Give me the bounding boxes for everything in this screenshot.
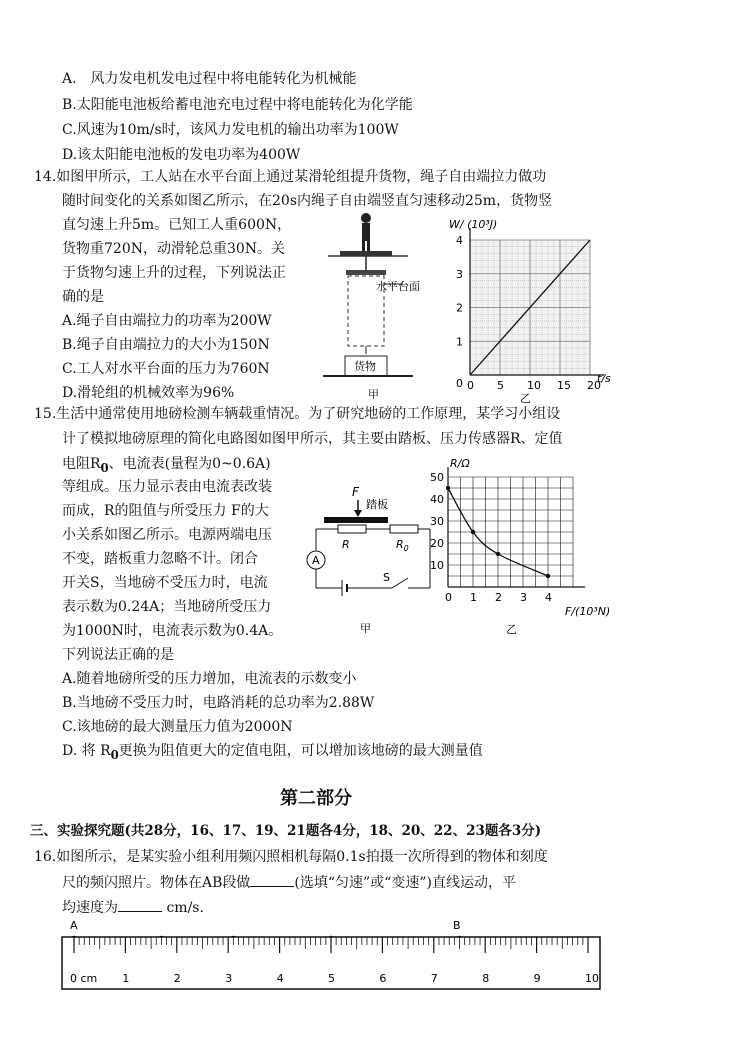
q15-option-c: C.该地磅的最大测量压力值为2000N: [62, 719, 293, 735]
ruler-label: 5: [328, 972, 335, 985]
q14-pulley-diagram: [318, 210, 438, 402]
y-tick-label: 0: [456, 377, 463, 390]
ruler-label: 6: [379, 972, 387, 985]
ruler-label: 4: [276, 972, 284, 985]
y-tick-label: 1: [456, 335, 463, 349]
data-point: [446, 486, 450, 490]
y-tick-label: 4: [456, 234, 463, 247]
ruler-label: 2: [173, 972, 181, 985]
q14-option-b: B.绳子自由端拉力的大小为150N: [62, 337, 270, 353]
x-tick-label: 5: [497, 379, 504, 392]
q16-stem-line3: 均速度为 cm/s.: [62, 897, 204, 917]
ruler-label: 1: [122, 972, 130, 985]
q15-stem-line3: 电阻$R_0$、电流表(量程为0~0.6A): [62, 456, 271, 475]
r0-label: $R_0$: [396, 538, 409, 553]
chart-axes: [448, 467, 585, 587]
pedal: [324, 517, 388, 523]
fig-yi-label: 乙: [506, 623, 517, 635]
fixed-pulley: [346, 270, 386, 275]
q14-stem-line5: 于货物匀速上升的过程，下列说法正: [62, 265, 286, 281]
x-tick-label: 4: [545, 591, 552, 604]
fig-yi-label: 乙: [520, 392, 531, 405]
x-tick-label: 3: [520, 591, 527, 604]
q15-stem-line9: 表示数为0.24A；当地磅所受压力: [62, 599, 272, 615]
ruler-label: 7: [430, 972, 438, 985]
q15-option-a: A.随着地磅所受的压力增加，电流表的示数变小: [62, 671, 357, 687]
fig-jia-label: 甲: [368, 388, 379, 401]
q15-option-d: D. 将 $R_0$更换为阻值更大的定值电阻，可以增加该地磅的最大测量值: [62, 743, 483, 762]
pedal-label: 踏板: [366, 498, 388, 511]
q14-option-c: C.工人对水平台面的压力为760N: [62, 361, 270, 377]
y-tick-label: 20: [430, 537, 444, 550]
q15-stem-line5: 而成，R的阻值与所受压力 F的大: [62, 503, 269, 519]
q15-circuit-diagram: [300, 480, 440, 640]
y-tick-label: 10: [430, 559, 444, 572]
q13-option-c: C.风速为10m/s时，该风力发电机的输出功率为100W: [62, 122, 399, 138]
q15-r-f-chart: [420, 455, 635, 635]
ammeter-label: A: [312, 554, 320, 567]
q13-option-b: B.太阳能电池板给蓄电池充电过程中将电能转化为化学能: [62, 97, 413, 113]
q16-stem-line2: 尺的频闪照片。物体在AB段做 (选填“匀速”或“变速”)直线运动，平: [62, 872, 516, 892]
resistor-r0: [390, 525, 418, 533]
q13-option-a: A. 风力发电机发电过程中将电能转化为机械能: [62, 71, 357, 87]
section3-heading: 三、实验探究题(共28分，16、17、19、21题各4分，18、20、22、23题各3分): [30, 823, 542, 839]
y-axis-label: R/Ω: [450, 457, 470, 470]
ruler-label: 3: [225, 972, 233, 985]
part2-title: 第二部分: [280, 788, 352, 809]
x-axis-label: F/(10³N): [565, 605, 611, 618]
worker-figure: [361, 213, 371, 251]
q14-option-a: A.绳子自由端拉力的功率为200W: [62, 313, 272, 329]
platform-label: 水平台面: [376, 280, 420, 293]
q14-stem-line2: 随时间变化的关系如图乙所示，在20s内绳子自由端竖直匀速移动25m，货物竖: [62, 193, 553, 209]
ruler-label: 0 cm: [70, 972, 98, 985]
x-tick-label: 10: [527, 379, 541, 392]
y-tick-label: 50: [430, 471, 444, 484]
answer-blank-1[interactable]: [250, 872, 294, 887]
fig-jia-label: 甲: [360, 622, 371, 635]
ruler-label: 9: [533, 972, 541, 985]
x-tick-label: 20: [587, 379, 601, 392]
q14-w-t-chart: [425, 210, 625, 410]
q15-option-b: B.当地磅不受压力时，电路消耗的总功率为2.88W: [62, 695, 375, 711]
q15-stem-line6: 小关系如图乙所示。电源两端电压: [62, 527, 272, 543]
point-a-label: A: [70, 919, 78, 932]
cargo-label: 货物: [354, 360, 376, 373]
answer-blank-2[interactable]: [118, 897, 162, 912]
data-point: [546, 574, 550, 578]
switch-label: S: [383, 571, 390, 584]
q15-stem-line2: 计了模拟地磅原理的简化电路图如图甲所示，其主要由踏板、压力传感器R、定值: [62, 431, 563, 447]
y-tick-label: 3: [456, 267, 463, 281]
y-tick-label: 40: [430, 493, 444, 506]
data-point: [496, 552, 500, 556]
data-point: [471, 530, 475, 534]
x-tick-label: 2: [495, 591, 502, 604]
q16-stem-line1: 16.如图所示，是某实验小组利用频闪照相机每隔0.1s拍摄一次所得到的物体和刻度: [34, 849, 548, 865]
x-axis-label: t/s: [597, 372, 611, 385]
sensor-r: [338, 525, 366, 533]
q14-stem-line6: 确的是: [62, 289, 104, 305]
q15-stem-line7: 不变，踏板重力忽略不计。闭合: [62, 551, 258, 567]
q14-stem-line4: 货物重720N，动滑轮总重30N。关: [62, 241, 286, 257]
x-tick-label: 15: [557, 379, 571, 392]
q14-stem-line3: 直匀速上升5m。已知工人重600N，: [62, 217, 292, 233]
q13-option-d: D.该太阳能电池板的发电功率为400W: [62, 147, 301, 163]
y-tick-label: 2: [456, 301, 463, 315]
q15-stem-line1: 15.生活中通常使用地磅检测车辆载重情况。为了研究地磅的工作原理，某学习小组设: [34, 406, 561, 422]
point-b-label: B: [453, 919, 461, 932]
force-label: F: [352, 485, 359, 499]
q16-ruler-figure: [60, 915, 605, 993]
q15-stem-line8: 开关S，当地磅不受压力时，电流: [62, 575, 268, 591]
q15-stem-line10: 为1000N时，电流表示数为0.4A。: [62, 623, 283, 639]
switch: [392, 578, 408, 588]
x-tick-label: 1: [470, 591, 477, 604]
x-tick-label: 0: [445, 591, 452, 604]
q15-stem-line4: 等组成。压力显示表由电流表改装: [62, 479, 272, 495]
chart-grid: [448, 477, 573, 587]
ruler-label: 10: [585, 972, 599, 985]
q15-stem-line11: 下列说法正确的是: [62, 647, 174, 663]
q14-stem-line1: 14.如图甲所示，工人站在水平台面上通过某滑轮组提升货物，绳子自由端拉力做功: [34, 169, 547, 185]
x-tick-label: 0: [467, 379, 474, 392]
q14-option-d: D.滑轮组的机械效率为96%: [62, 385, 235, 401]
ruler-label: 8: [482, 972, 490, 985]
y-axis-label: W/ (10³J): [449, 218, 498, 231]
y-tick-label: 30: [430, 515, 444, 528]
r-label: R: [342, 538, 350, 551]
